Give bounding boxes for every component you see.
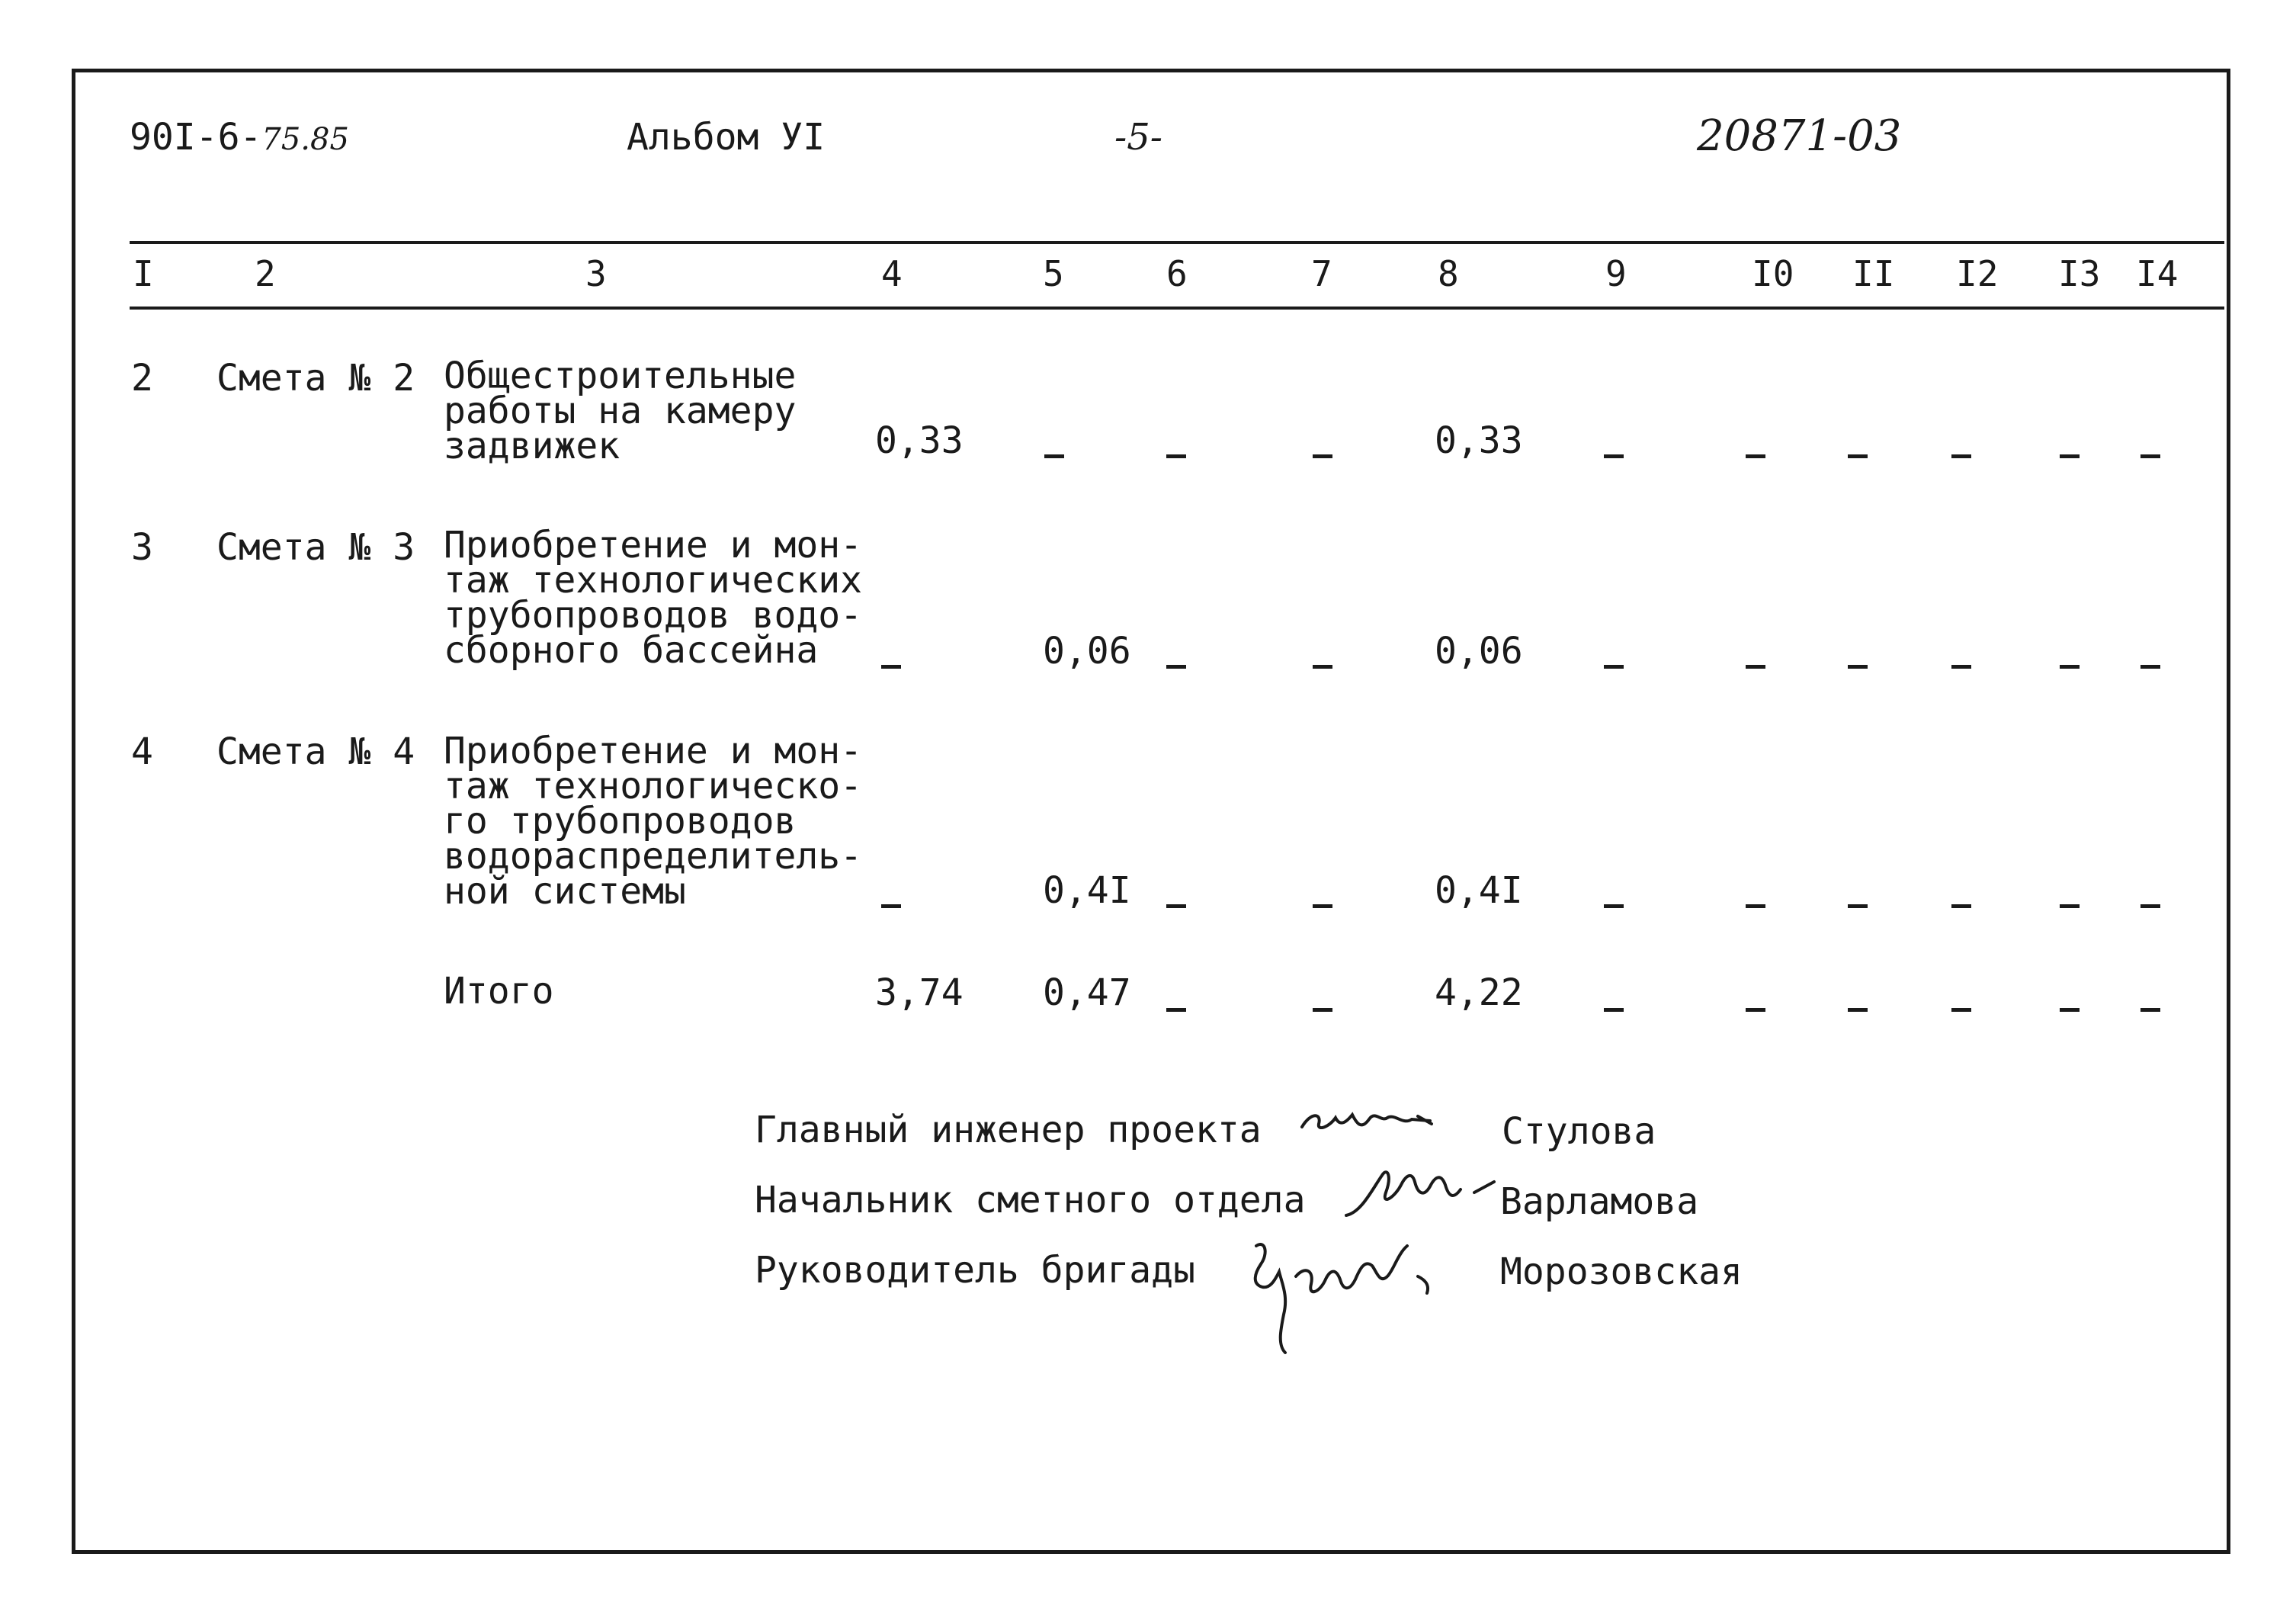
album-label: Альбом УI bbox=[627, 116, 826, 159]
column-number: 8 bbox=[1438, 253, 1459, 294]
total-value-col6 bbox=[1166, 1000, 1186, 1015]
document-code-handwritten: 75.85 bbox=[261, 122, 349, 157]
row-value-col13 bbox=[2060, 447, 2080, 461]
column-number: I0 bbox=[1752, 253, 1794, 294]
total-value-col8: 4,22 bbox=[1435, 971, 1523, 1014]
table-top-rule bbox=[130, 241, 2224, 244]
column-number: I bbox=[133, 253, 154, 294]
total-value-col14 bbox=[2140, 1000, 2160, 1015]
row-description: Приобретение и мон- таж технологическо- го трубопроводов водораспределитель- ной системы bbox=[444, 730, 863, 913]
row-value-col6 bbox=[1166, 897, 1186, 911]
row-value-col11 bbox=[1848, 657, 1868, 672]
row-value-col4 bbox=[881, 657, 901, 672]
column-number: II bbox=[1852, 253, 1895, 294]
row-estimate: Смета № 2 bbox=[216, 357, 415, 400]
column-number: 3 bbox=[585, 253, 607, 294]
signature-title: Главный инженер проекта bbox=[755, 1109, 1262, 1151]
handwritten-signature bbox=[1235, 1223, 1456, 1360]
signatory-name: Стулова bbox=[1502, 1110, 1656, 1153]
total-value-col5: 0,47 bbox=[1043, 971, 1131, 1014]
table-header-rule bbox=[130, 307, 2224, 310]
total-value-col12 bbox=[1951, 1000, 1971, 1015]
row-value-col12 bbox=[1951, 897, 1971, 911]
total-value-col9 bbox=[1604, 1000, 1624, 1015]
row-value-col14 bbox=[2140, 657, 2160, 672]
row-value-col4: 0,33 bbox=[875, 419, 964, 462]
row-value-col9 bbox=[1604, 657, 1624, 672]
row-value-col10 bbox=[1746, 657, 1765, 672]
column-number: I3 bbox=[2058, 253, 2101, 294]
row-estimate: Смета № 4 bbox=[216, 730, 415, 773]
row-value-col13 bbox=[2060, 657, 2080, 672]
column-number: 4 bbox=[881, 253, 903, 294]
column-number: 5 bbox=[1043, 253, 1064, 294]
total-value-col11 bbox=[1848, 1000, 1868, 1015]
document-code-prefix: 90I-6- bbox=[130, 116, 262, 159]
row-description: Приобретение и мон- таж технологических трубопроводов водо- сборного бассейна bbox=[444, 524, 863, 672]
row-value-col7 bbox=[1313, 447, 1332, 461]
row-description: Общестроительные работы на камеру задвижек bbox=[444, 355, 797, 468]
row-estimate: Смета № 3 bbox=[216, 526, 415, 569]
row-value-col7 bbox=[1313, 657, 1332, 672]
row-value-col8: 0,33 bbox=[1435, 419, 1523, 462]
column-number: 6 bbox=[1166, 253, 1188, 294]
column-number: I2 bbox=[1956, 253, 1999, 294]
row-value-col8: 0,4I bbox=[1435, 869, 1523, 912]
row-value-col9 bbox=[1604, 897, 1624, 911]
column-number: 7 bbox=[1311, 253, 1332, 294]
handwritten-signature bbox=[1339, 1159, 1506, 1228]
row-value-col11 bbox=[1848, 897, 1868, 911]
row-value-col10 bbox=[1746, 897, 1765, 911]
row-value-col14 bbox=[2140, 447, 2160, 461]
row-value-col6 bbox=[1166, 447, 1186, 461]
document-frame bbox=[72, 69, 2230, 1554]
row-value-col13 bbox=[2060, 897, 2080, 911]
row-number: 2 bbox=[131, 357, 153, 400]
total-value-col10 bbox=[1746, 1000, 1765, 1015]
page-number: -5- bbox=[1114, 116, 1162, 159]
row-value-col5: 0,4I bbox=[1043, 869, 1131, 912]
row-value-col5: 0,06 bbox=[1043, 630, 1131, 672]
total-value-col4: 3,74 bbox=[875, 971, 964, 1014]
document-code bbox=[130, 116, 349, 159]
handwritten-signature bbox=[1296, 1096, 1441, 1142]
signature-title: Начальник сметного отдела bbox=[755, 1179, 1306, 1221]
row-value-col6 bbox=[1166, 657, 1186, 672]
row-value-col12 bbox=[1951, 447, 1971, 461]
row-value-col10 bbox=[1746, 447, 1765, 461]
signatory-name: Морозовская bbox=[1500, 1250, 1743, 1293]
document-number: 20871-03 bbox=[1697, 111, 1902, 161]
total-value-col13 bbox=[2060, 1000, 2080, 1015]
row-value-col14 bbox=[2140, 897, 2160, 911]
column-number: 2 bbox=[255, 253, 276, 294]
total-value-col7 bbox=[1313, 1000, 1332, 1015]
column-number: 9 bbox=[1605, 253, 1627, 294]
signatory-name: Варламова bbox=[1500, 1180, 1699, 1223]
column-number: I4 bbox=[2136, 253, 2179, 294]
row-number: 3 bbox=[131, 526, 153, 569]
row-value-col5 bbox=[1044, 447, 1064, 461]
total-label: Итого bbox=[444, 970, 554, 1013]
row-number: 4 bbox=[131, 730, 153, 773]
signature-title: Руководитель бригады bbox=[755, 1249, 1195, 1292]
row-value-col4 bbox=[881, 897, 901, 911]
row-value-col8: 0,06 bbox=[1435, 630, 1523, 672]
row-value-col11 bbox=[1848, 447, 1868, 461]
row-value-col12 bbox=[1951, 657, 1971, 672]
row-value-col7 bbox=[1313, 897, 1332, 911]
row-value-col9 bbox=[1604, 447, 1624, 461]
